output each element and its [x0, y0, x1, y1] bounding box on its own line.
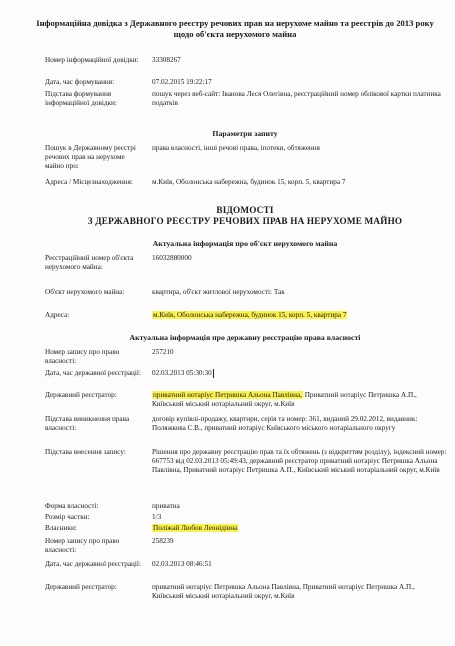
field-label: Розмір частки: [45, 513, 90, 521]
field-value: 258239 [152, 537, 174, 545]
field-value: права власності, інші речові права, іпотеки, обтяження [152, 144, 320, 152]
registrar-rest: Приватний нотаріус Петришка А.П., Київський міський нотаріальний округ, м.Київ [152, 391, 417, 408]
query-section-title: Параметри запиту [212, 129, 278, 138]
field-value: приватний нотаріус Петришка Альона Павлівна, Приватний нотаріус Петришка А.П., Київський міський нотаріальний округ, м.Київ [152, 583, 415, 600]
field-value: 16032880000 [152, 254, 192, 262]
main-subtitle: З ДЕРЖАВНОГО РЕЄСТРУ РЕЧОВИХ ПРАВ НА НЕРУХОМЕ МАЙНО [87, 216, 403, 226]
field-value [152, 311, 447, 320]
field-value: 1/3 [152, 513, 162, 521]
document-title: Інформаційна довідка з Державного реєстру речових прав на нерухоме майно та реєстрів до 2013 року щодо об'єкта нерухомого майна [36, 18, 434, 39]
field-label: Номер запису про право власності: [45, 348, 120, 365]
highlighted-registrar: приватний нотаріус Петришка Альона Павлівна, [153, 391, 302, 399]
field-value: пошук через веб-сайт: Іванова Леся Олегівна, реєстраційний номер облікової картки платника податків [152, 90, 441, 107]
field-label: Дата, час державної реєстрації: [45, 369, 141, 377]
field-value: квартира, об'єкт житлової нерухомості: Так [152, 288, 285, 296]
text-cursor [213, 369, 214, 378]
field-label: Власники: [45, 524, 77, 532]
field-label: Адреса / Місцезнаходження: [45, 178, 133, 186]
field-label: Номер запису про право власності: [45, 537, 120, 554]
field-value: Рішення про державну реєстрацію прав та їх обтяжень (з відкриттям розділу), індексний номер: 667753 від 02.03.2013 05:49:43, державний реєстратор приватний нотаріус Петришка Альона Павлівна, Приватний нотаріус Петришка А.П., Київський міський нотаріальний округ, м.Київ [152, 448, 447, 474]
field-value: 07.02.2015 19:22:17 [152, 78, 212, 86]
field-label: Підстава внесення запису: [45, 448, 126, 456]
field-label: Пошук в Державному реєстрі речових прав на нерухоме майно про: [45, 144, 136, 170]
field-label: Об'єкт нерухомого майна: [45, 288, 125, 296]
field-label: Номер інформаційної довідки: [45, 56, 139, 64]
field-value [152, 524, 447, 533]
field-label: Дата, час державної реєстрації: [45, 560, 141, 568]
highlighted-address: м.Київ, Оболонська набережна, будинок 15, корп. 5, квартира 7 [153, 311, 347, 319]
field-label: Державний реєстратор: [45, 583, 117, 591]
field-label: Підстава виникнення права власності: [45, 415, 130, 432]
object-section-title: Актуальна інформація про об'єкт нерухомого майна [152, 239, 338, 248]
field-value: 33308267 [152, 56, 181, 64]
field-value: 257210 [152, 348, 174, 356]
field-value: м.Київ, Оболонська набережна, будинок 15, корп. 5, квартира 7 [152, 178, 346, 186]
highlighted-owner: Поліжай Любов Леонідівна [153, 524, 238, 532]
field-label: Реєстраційний номер об'єкта нерухомого майна: [45, 254, 134, 271]
main-title: ВІДОМОСТІ [216, 205, 274, 215]
field-value [152, 369, 447, 378]
field-label: Дата, час формування: [45, 78, 115, 86]
field-value: приватна [152, 502, 180, 510]
field-value: договір купівлі-продажу, квартири, серія та номер: 361, виданий 29.02.2012, видавник: Поляжкова С.В., приватний нотаріус Київського міського нотаріального округу [152, 415, 418, 432]
field-label: Форма власності: [45, 502, 99, 510]
field-label: Підстава формування інформаційної довідки: [45, 90, 117, 107]
ownership-section-title: Актуальна інформація про державну реєстрацію права власності [129, 333, 361, 342]
field-value [152, 391, 447, 409]
field-label: Державний реєстратор: [45, 391, 117, 399]
registration-date: 02.03.2013 05:30:30 [152, 369, 212, 377]
field-label: Адреса: [45, 311, 70, 319]
field-value: 02.03.2013 08:46:51 [152, 560, 212, 568]
